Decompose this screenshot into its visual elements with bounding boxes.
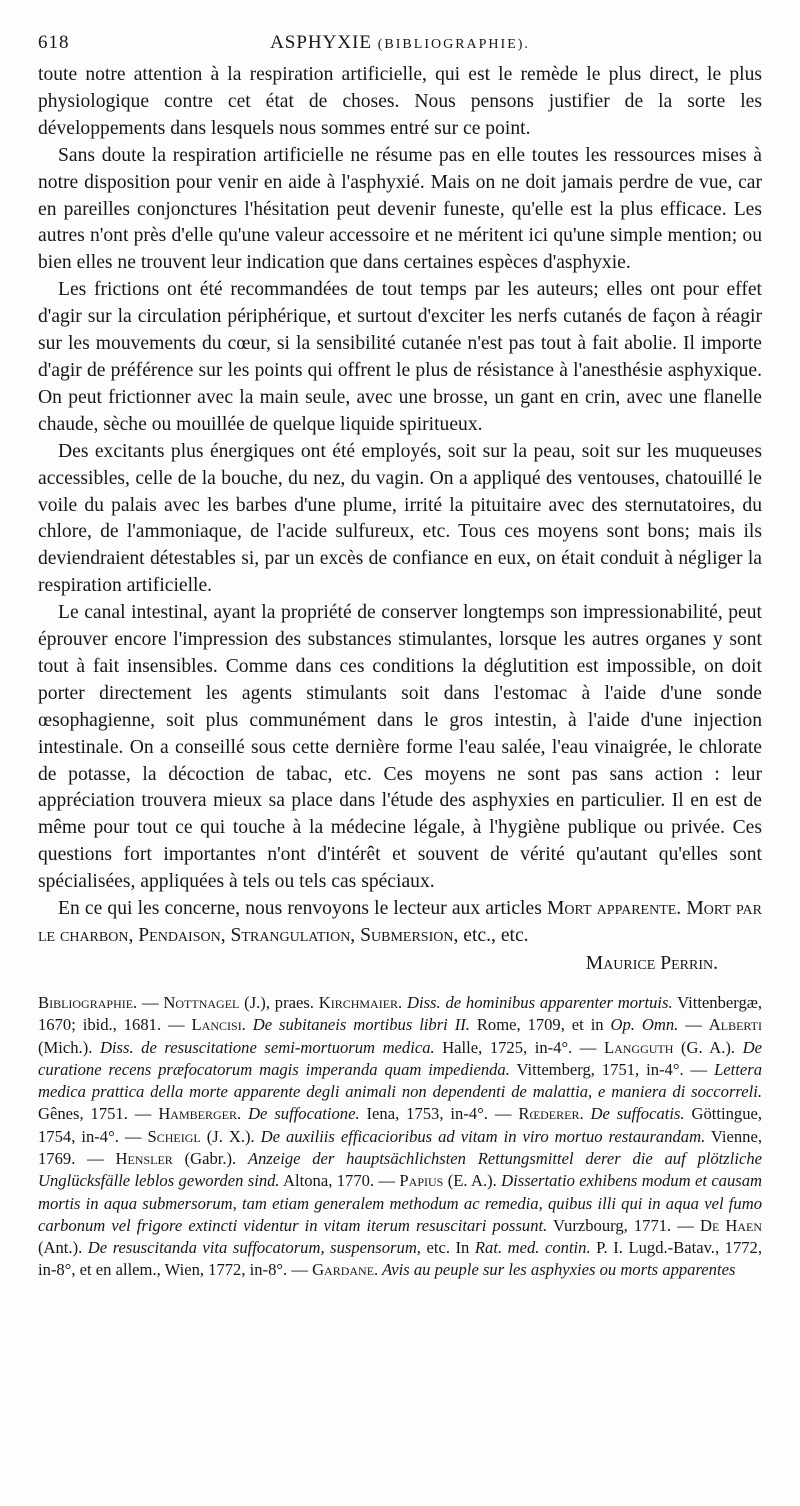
page-header — [38, 28, 762, 62]
bib-author: Hensler — [115, 1148, 173, 1168]
bib-segment: — — [137, 992, 164, 1012]
bib-segment: (Ant.). — [38, 1238, 88, 1258]
bib-author: Lancisi. — [191, 1015, 246, 1035]
bib-title: Diss. de resuscitatione semi-mortuorum medica. — [99, 1037, 435, 1057]
bib-segment: (G. A.). — [673, 1037, 743, 1057]
cross-ref-tail: etc., etc. — [463, 925, 529, 946]
bib-author: Scheigl — [147, 1126, 201, 1146]
bib-title: Anzeige der hauptsächlichsten Rettungsmittel derer die auf plötzliche Unglücksfälle leblos geworden sind. — [38, 1148, 762, 1191]
bib-title: Lettera medica prattica della morte apparente degli animali non dependenti de malattia, e maniera di soccorreli. — [38, 1059, 763, 1102]
bib-segment: (Mich.). — [38, 1037, 100, 1057]
page-number: 618 — [38, 32, 70, 53]
bib-segment: etc. In — [420, 1238, 475, 1258]
body-text — [38, 62, 762, 978]
bib-author: Hamberger. — [158, 1104, 242, 1124]
bib-author: Alberti — [708, 1015, 763, 1035]
bib-title: Rat. med. contin. — [474, 1238, 591, 1258]
bib-title: Diss. de hominibus apparenter mortuis. — [402, 992, 673, 1012]
bib-title: De auxiliis efficacioribus ad vitam in viro mortuo restaurandam. — [260, 1126, 706, 1146]
paragraph-artificial-respiration: Sans doute la respiration artificielle ne résume pas en elle toutes les ressources mises à notre disposition pour venir en aide à l'asphyxié. Mais on ne doit jamais perdre de vue, car en pareilles conjonctures l'hésitation peut devenir funeste, qu'elle est la plus efficace. Les autres n'ont près d'elle qu'une valeur accessoire et ne méritent ici qu'une simple mention; ou bien elles ne trouvent leur indication que dans certaines espèces d'asphyxie. — [38, 144, 762, 274]
bib-author: Gardane. — [312, 1260, 379, 1280]
bib-title: De resuscitanda vita suffocatorum, suspensorum, — [87, 1238, 421, 1258]
bibliography-heading: Bibliographie. — [38, 992, 138, 1012]
bib-title: De curatione recens præfocatorum magis imperanda quam impedienda. — [38, 1037, 762, 1079]
cross-ref-mort-apparente: Mort apparente. — [546, 898, 682, 920]
bib-title: De suffocatis. — [583, 1104, 685, 1124]
bib-segment: Iena, 1753, in-4°. — — [359, 1104, 519, 1124]
bib-title: De subitaneis mortibus libri II. — [245, 1015, 470, 1035]
cross-ref-strangulation: Strangulation, — [230, 925, 356, 946]
running-title-main: ASPHYXIE — [270, 32, 373, 53]
bib-author: Kirchmaier. — [318, 992, 403, 1012]
cross-ref-intro: En ce qui les concerne, nous renvoyons le lecteur aux articles — [58, 898, 542, 920]
bib-segment: P. I. Lugd.-Batav., 1772, in-8°, et en allem., Wien, 1772, in-8°. — — [38, 1238, 762, 1280]
cross-ref-submersion: Submersion, — [360, 925, 459, 946]
bib-segment: Rome, 1709, et in — [469, 1015, 611, 1035]
bib-segment: Vittemberg, 1751, in-4°. — — [509, 1059, 715, 1079]
bib-author: Nottnagel — [163, 992, 240, 1012]
bib-segment: (J.), praes. — [239, 992, 319, 1012]
paragraph-cross-reference — [38, 896, 762, 950]
cross-ref-mort-charbon: Mort par le charbon, — [38, 898, 763, 946]
bib-title: Op. Omn. — [610, 1015, 679, 1035]
bib-segment: Gênes, 1751. — — [38, 1104, 159, 1124]
paragraph-frictions: Les frictions ont été recommandées de tout temps par les auteurs; elles ont pour effet d'agir sur la circulation périphérique, et surtout d'exciter les nerfs cutanés de façon à réagir sur les mouvements du cœur, si la sensibilité cutanée n'est pas tout à fait abolie. Il importe d'agir de préférence sur les points qui offrent le plus de résistance à l'anesthésie asphyxique. On peut frictionner avec la main seule, avec une brosse, un gant en crin, avec une flanelle chaude, sèche ou mouillée de quelque liquide spiritueux. — [38, 279, 762, 435]
bib-segment: (J. X.). — [200, 1126, 261, 1146]
bib-segment: (Gabr.). — [172, 1148, 248, 1168]
bib-segment: Vienne, 1769. — — [38, 1126, 762, 1168]
bib-title: Dissertatio exhibens modum et causam mortis in aqua submersorum, tam etiam generalem methodum ac remedia, quibus illi qui in aqua vel fumo carbonum vel frigore extincti videntur in vitam iterum resuscitari possunt. — [38, 1171, 763, 1235]
running-title-subtitle: (BIBLIOGRAPHIE). — [377, 37, 530, 52]
bib-title: Avis au peuple sur les asphyxies ou morts apparentes — [378, 1260, 736, 1280]
bib-title: De suffocatione. — [241, 1104, 360, 1124]
bib-author: De Haen — [699, 1215, 763, 1235]
bib-segment: Vurzbourg, 1771. — — [547, 1215, 700, 1235]
bib-segment: (E. A.). — [443, 1171, 502, 1191]
bib-author: Rœderer. — [518, 1104, 584, 1124]
paragraph-excitants: Des excitants plus énergiques ont été employés, soit sur la peau, soit sur les muqueuses accessibles, celle de la bouche, du nez, du vagin. On a appliqué des ventouses, chatouillé le voile du palais avec les barbes d'une plume, irrité la pituitaire avec des sternutatoires, du chlore, de l'ammoniaque, de l'acide sulfureux, etc. Tous ces moyens sont bons; mais ils deviendraient détestables si, par un excès de confiance en eux, on était conduit à négliger la respiration artificielle. — [38, 440, 762, 597]
bib-segment: Göttingue, 1754, in-4°. — — [38, 1104, 763, 1146]
bibliography — [38, 992, 762, 1282]
bib-segment: — — [678, 1015, 709, 1035]
author-signature: Maurice Perrin. — [585, 952, 718, 974]
bib-segment: Altona, 1770. — — [279, 1171, 400, 1191]
bib-author: Papius — [399, 1171, 444, 1191]
cross-ref-pendaison: Pendaison, — [138, 925, 226, 946]
paragraph-continuation: toute notre attention à la respiration artificielle, qui est le remède le plus direct, le plus physiologique contre cet état de choses. Nous pensons justifier de la sorte les développements dans lesquels nous sommes entré sur ce point. — [38, 64, 762, 139]
paragraph-intestinal-canal: Le canal intestinal, ayant la propriété de conserver longtemps son impressionabilité, peut éprouver encore l'impression des substances stimulantes, lorsque les autres organes y sont tout à fait insensibles. Comme dans ces conditions la déglutition est impossible, on doit porter directement les agents stimulants soit dans l'estomac à l'aide d'une sonde œsophagienne, soit plus communément dans le gros intestin, à l'aide d'une injection intestinale. On a conseillé sous cette dernière forme l'eau salée, l'eau vinaigrée, le chlorate de potasse, la décoction de tabac, etc. Ces moyens ne sont pas sans action : leur appréciation trouvera mieux sa place dans l'étude des asphyxies en particulier. Il en est de même pour tout ce qui touche à la médecine légale, à l'hygiène publique ou privée. Ces questions fort importantes n'ont d'intérêt et souvent de vérité qu'autant qu'elles sont spécialisées, appliquées à tels ou tels cas spéciaux. — [38, 602, 762, 893]
bib-segment: Vittenbergæ, 1670; ibid., 1681. — — [38, 992, 762, 1035]
bib-author: Langguth — [603, 1037, 674, 1057]
running-title — [38, 32, 762, 54]
bib-segment: Halle, 1725, in-4°. — — [434, 1037, 604, 1057]
